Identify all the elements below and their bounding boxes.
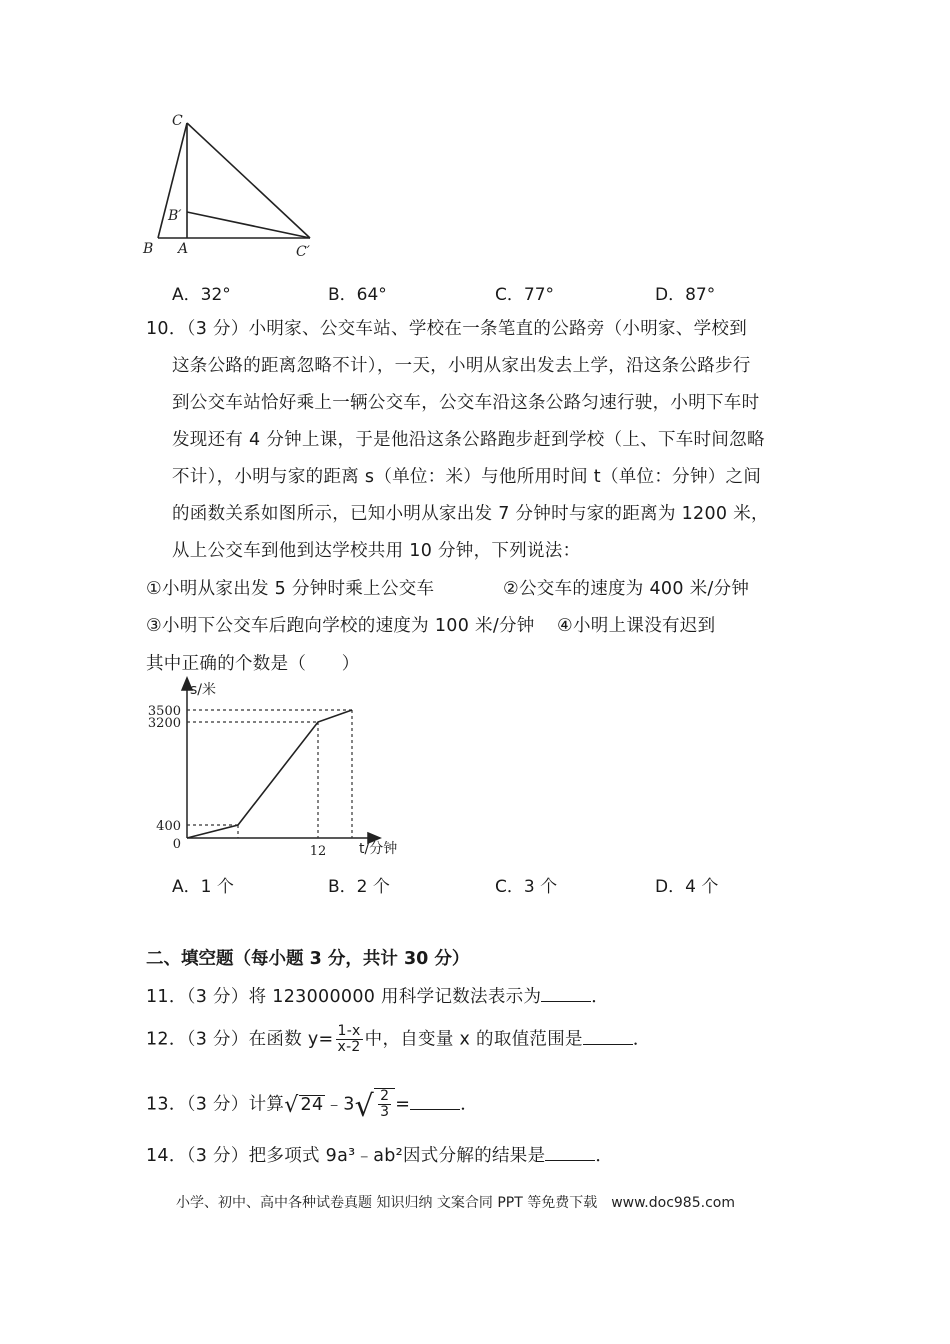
option-letter: B． xyxy=(328,877,357,897)
q10-prompt: 其中正确的个数是（ ） xyxy=(146,654,360,674)
x-axis-label: t/分钟 xyxy=(359,841,398,857)
q10-statement-4: ④小明上课没有迟到 xyxy=(557,616,716,636)
q12-mid: 中，自变量 x 的取值范围是 xyxy=(364,1029,583,1050)
fraction xyxy=(336,1024,363,1055)
segment-bprime-cprime xyxy=(187,212,310,238)
q14-suffix: ． xyxy=(595,1146,614,1166)
distance-time-chart xyxy=(140,672,420,867)
q9-option-a[interactable] xyxy=(172,280,231,305)
answer-blank[interactable] xyxy=(545,1146,595,1161)
option-text: 1 个 xyxy=(200,877,234,897)
q10-line: 10．（3 分）小明家、公交车站、学校在一条笔直的公路旁（小明家、学校到 xyxy=(146,319,748,339)
segment-c-cprime xyxy=(187,123,310,238)
option-text: 87° xyxy=(685,285,716,305)
option-text: 32° xyxy=(200,285,231,305)
option-text: 77° xyxy=(523,285,555,305)
option-text: 3 个 xyxy=(523,877,558,897)
label-c-prime: C′ xyxy=(296,244,310,260)
label-c: C xyxy=(172,113,183,129)
q14-prefix: 14．（3 分）把多项式 9a³﹣ab²因式分解的结果是 xyxy=(146,1146,546,1166)
q10-option-b[interactable] xyxy=(328,872,390,897)
option-letter: B． xyxy=(328,285,357,305)
series-line xyxy=(187,710,352,838)
section-2-title: 二、填空题（每小题 3 分，共计 30 分） xyxy=(146,949,470,969)
sqrt-icon: √ xyxy=(354,1088,375,1124)
q13-suffix: ． xyxy=(460,1094,479,1115)
label-b-prime: B′ xyxy=(168,208,182,224)
q13-minus: ﹣3 xyxy=(325,1094,355,1115)
q13-equals: = xyxy=(395,1094,411,1115)
option-text: 4 个 xyxy=(685,877,719,897)
q10-statement-3: ③小明下公交车后跑向学校的速度为 100 米/分钟 xyxy=(146,616,535,636)
option-letter: A． xyxy=(172,877,201,897)
option-letter: D． xyxy=(655,285,686,305)
question-13 xyxy=(146,1088,478,1124)
label-b: B xyxy=(143,241,154,257)
q10-line: 这条公路的距离忽略不计），一天，小明从家出发去上学，沿这条公路步行 xyxy=(172,356,751,376)
q10-line: 的函数关系如图所示，已知小明从家出发 7 分钟时与家的距离为 1200 米， xyxy=(172,504,769,524)
q10-option-c[interactable] xyxy=(495,872,557,897)
q10-option-a[interactable] xyxy=(172,872,234,897)
q10-line: 不计），小明与家的距离 s（单位：米）与他所用时间 t（单位：分钟）之间 xyxy=(172,467,762,487)
y-tick-label: 0 xyxy=(172,837,181,852)
triangle-figure xyxy=(138,108,328,263)
q9-option-c[interactable] xyxy=(495,280,554,305)
option-text: 2 个 xyxy=(356,877,390,897)
option-letter: C． xyxy=(495,877,524,897)
q9-option-b[interactable] xyxy=(328,280,387,305)
q12-prefix: 12．（3 分）在函数 y= xyxy=(146,1029,334,1050)
answer-blank[interactable] xyxy=(583,1030,633,1045)
q11-suffix: ． xyxy=(591,987,610,1007)
option-letter: A． xyxy=(172,285,201,305)
y-tick-label: 3500 xyxy=(147,704,181,719)
question-11 xyxy=(146,983,609,1008)
page-footer: 小学、初中、高中各种试卷真题 知识归纳 文案合同 PPT 等免费下载 www.doc985.com xyxy=(176,1195,735,1211)
answer-blank[interactable] xyxy=(541,987,591,1002)
option-letter: D． xyxy=(655,877,686,897)
q10-line: 发现还有 4 分钟上课，于是他沿这条公路跑步赶到学校（上、下车时间忽略 xyxy=(172,430,765,450)
label-a: A xyxy=(178,241,189,257)
radicand-fraction xyxy=(374,1088,395,1120)
fraction-numerator: 1-x xyxy=(337,1023,361,1039)
x-tick-label: 12 xyxy=(309,844,327,859)
question-14 xyxy=(146,1142,613,1167)
question-12 xyxy=(146,1024,651,1055)
option-letter: C． xyxy=(495,285,524,305)
sqrt-icon: √ xyxy=(284,1092,299,1118)
q11-prefix: 11．（3 分）将 123000000 用科学记数法表示为 xyxy=(146,987,542,1007)
option-text: 64° xyxy=(356,285,387,305)
q12-suffix: ． xyxy=(632,1029,651,1050)
fraction-denominator: x-2 xyxy=(337,1039,361,1055)
answer-blank[interactable] xyxy=(410,1095,460,1110)
q10-line: 到公交车站恰好乘上一辆公交车，公交车沿这条公路匀速行驶，小明下车时 xyxy=(172,393,760,413)
y-axis-label: s/米 xyxy=(190,682,217,698)
y-tick-label: 3200 xyxy=(147,716,181,731)
q13-prefix: 13．（3 分）计算 xyxy=(146,1094,285,1115)
q10-statement-2: ②公交车的速度为 400 米/分钟 xyxy=(503,579,750,599)
fraction-denominator: 3 xyxy=(380,1104,390,1120)
fraction xyxy=(378,1089,391,1120)
y-tick-label: 400 xyxy=(156,819,181,834)
q10-line: 从上公交车到他到达学校共用 10 分钟，下列说法： xyxy=(172,541,581,561)
q10-option-d[interactable] xyxy=(655,872,718,897)
radicand: 24 xyxy=(300,1094,324,1115)
fraction-numerator: 2 xyxy=(380,1088,390,1104)
q9-option-d[interactable] xyxy=(655,280,715,305)
q10-statement-1: ①小明从家出发 5 分钟时乘上公交车 xyxy=(146,579,435,599)
